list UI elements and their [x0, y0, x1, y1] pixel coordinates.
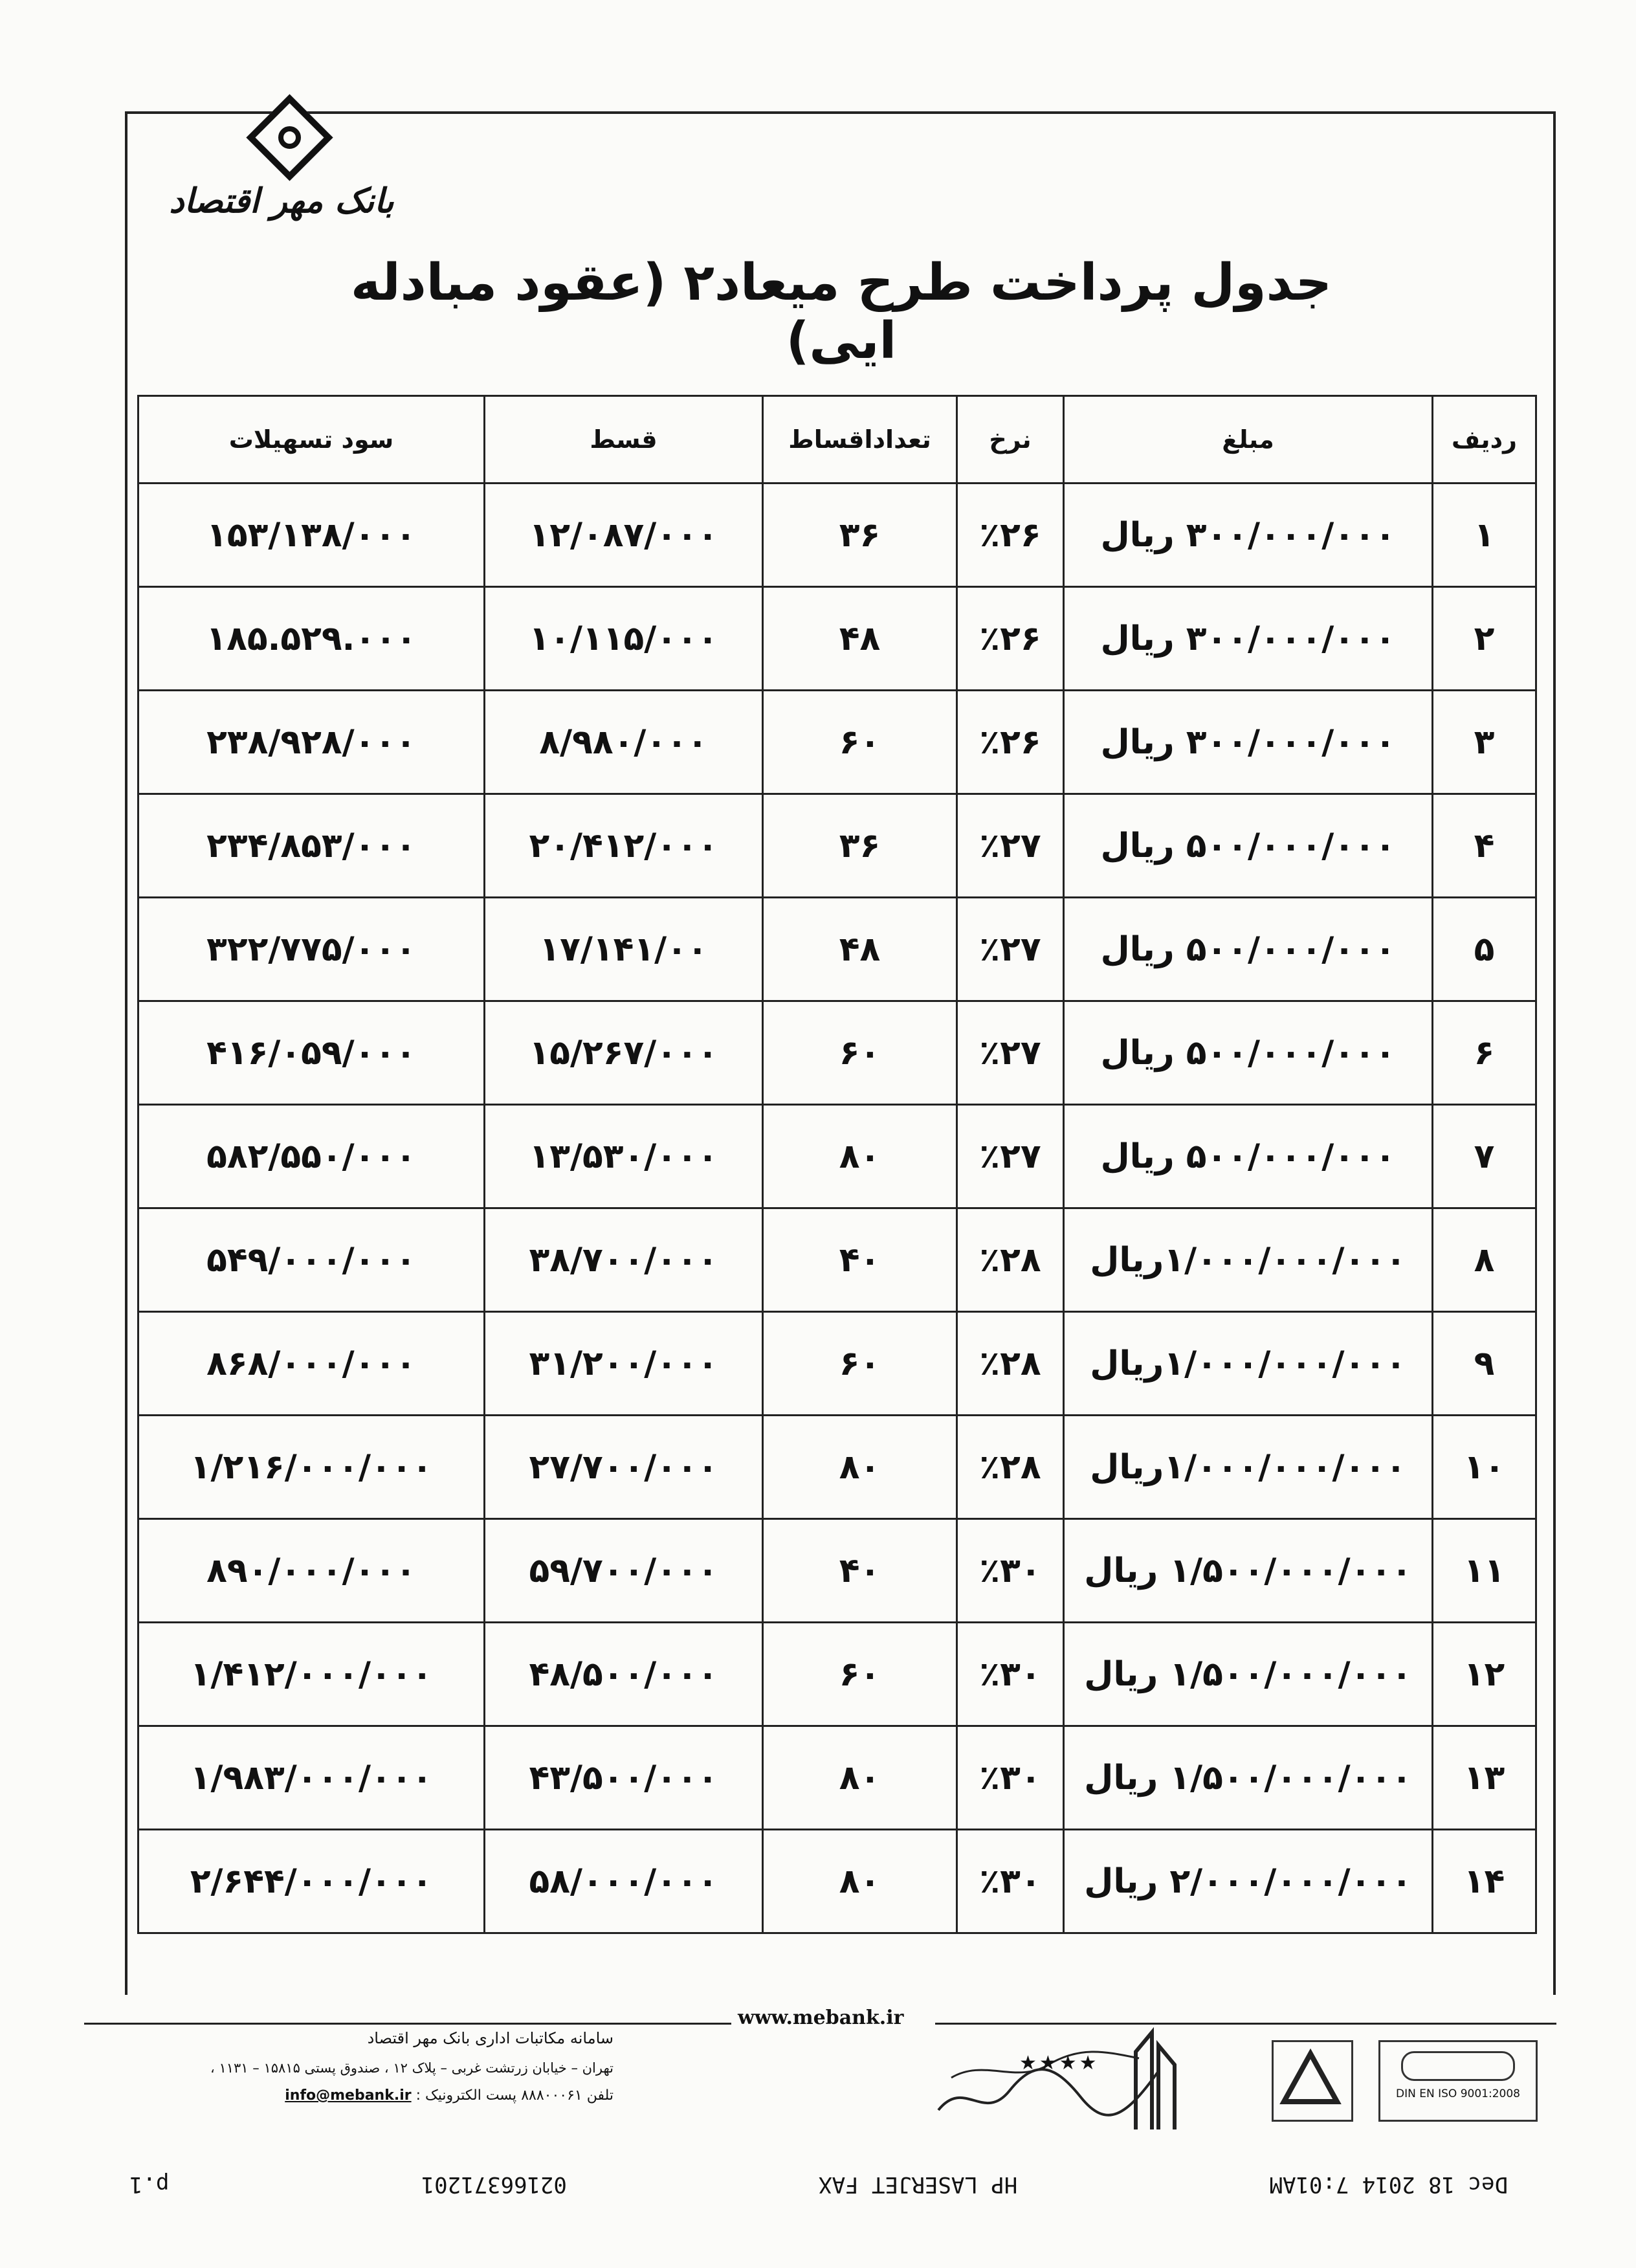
table-row [138, 1105, 1536, 1208]
column-header: تعداداقساط [763, 396, 957, 484]
rate-cell: ٪۲۸ [957, 1416, 1064, 1519]
installment-cell: ۱۷/۱۴۱/۰۰ [485, 898, 763, 1001]
row-number: ۱۲ [1433, 1623, 1536, 1726]
amount-cell: ۱/۵۰۰/۰۰۰/۰۰۰ ریال [1064, 1519, 1433, 1623]
rate-cell: ٪۲۷ [957, 1105, 1064, 1208]
profit-cell: ۲۳۴/۸۵۳/۰۰۰ [138, 794, 485, 898]
profit-cell: ۵۴۹/۰۰۰/۰۰۰ [138, 1208, 485, 1312]
installment-cell: ۵۸/۰۰۰/۰۰۰ [485, 1830, 763, 1933]
installment-count-cell: ۴۰ [763, 1519, 957, 1623]
profit-cell: ۸۶۸/۰۰۰/۰۰۰ [138, 1312, 485, 1416]
row-number: ۱۴ [1433, 1830, 1536, 1933]
email-link[interactable]: info@mebank.ir [285, 2087, 412, 2104]
rate-cell: ٪۲۶ [957, 484, 1064, 587]
email-label: پست الکترونیک : [415, 2087, 517, 2104]
table-row [138, 1416, 1536, 1519]
installment-count-cell: ۸۰ [763, 1416, 957, 1519]
amount-cell: ۱/۵۰۰/۰۰۰/۰۰۰ ریال [1064, 1726, 1433, 1830]
table-row [138, 898, 1536, 1001]
row-number: ۲ [1433, 587, 1536, 691]
installment-cell: ۸/۹۸۰/۰۰۰ [485, 691, 763, 794]
table-row [138, 1312, 1536, 1416]
profit-cell: ۲۳۸/۹۲۸/۰۰۰ [138, 691, 485, 794]
row-number: ۸ [1433, 1208, 1536, 1312]
column-header: سود تسهیلات [138, 396, 485, 484]
rate-cell: ٪۳۰ [957, 1623, 1064, 1726]
rate-cell: ٪۳۰ [957, 1519, 1064, 1623]
amount-cell: ۵۰۰/۰۰۰/۰۰۰ ریال [1064, 794, 1433, 898]
phone-label: تلفن ۸۸۸۰۰۰۶۱ [521, 2087, 614, 2104]
amount-cell: ۵۰۰/۰۰۰/۰۰۰ ریال [1064, 898, 1433, 1001]
installment-count-cell: ۶۰ [763, 1001, 957, 1105]
column-header: نرخ [957, 396, 1064, 484]
installment-cell: ۱۲/۰۸۷/۰۰۰ [485, 484, 763, 587]
row-number: ۵ [1433, 898, 1536, 1001]
certification-badge [1272, 2040, 1353, 2122]
table-row [138, 1623, 1536, 1726]
installment-count-cell: ۶۰ [763, 1312, 957, 1416]
rate-cell: ٪۲۶ [957, 587, 1064, 691]
table-header-row [138, 396, 1536, 484]
installment-cell: ۴۳/۵۰۰/۰۰۰ [485, 1726, 763, 1830]
table-row [138, 587, 1536, 691]
installment-count-cell: ۸۰ [763, 1830, 957, 1933]
installment-cell: ۲۰/۴۱۲/۰۰۰ [485, 794, 763, 898]
payment-table [137, 395, 1537, 1934]
fax-page: p.1 [129, 2172, 170, 2197]
row-number: ۴ [1433, 794, 1536, 898]
row-number: ۷ [1433, 1105, 1536, 1208]
rating-stars: ★★★★ [1019, 2052, 1100, 2074]
bank-logo [169, 100, 401, 269]
profit-cell: ۱۸۵.۵۲۹.۰۰۰ [138, 587, 485, 691]
table-row [138, 1208, 1536, 1312]
installment-count-cell: ۸۰ [763, 1105, 957, 1208]
amount-cell: ۳۰۰/۰۰۰/۰۰۰ ریال [1064, 484, 1433, 587]
column-header: ردیف [1433, 396, 1536, 484]
rate-cell: ٪۳۰ [957, 1830, 1064, 1933]
installment-count-cell: ۸۰ [763, 1726, 957, 1830]
profit-cell: ۴۱۶/۰۵۹/۰۰۰ [138, 1001, 485, 1105]
amount-cell: ۵۰۰/۰۰۰/۰۰۰ ریال [1064, 1001, 1433, 1105]
installment-count-cell: ۴۸ [763, 587, 957, 691]
table-row [138, 1001, 1536, 1105]
logo-diamond-icon [246, 94, 333, 181]
row-number: ۱ [1433, 484, 1536, 587]
installment-count-cell: ۴۸ [763, 898, 957, 1001]
rate-cell: ٪۳۰ [957, 1726, 1064, 1830]
installment-cell: ۳۱/۲۰۰/۰۰۰ [485, 1312, 763, 1416]
installment-cell: ۱۰/۱۱۵/۰۰۰ [485, 587, 763, 691]
installment-cell: ۳۸/۷۰۰/۰۰۰ [485, 1208, 763, 1312]
installment-cell: ۴۸/۵۰۰/۰۰۰ [485, 1623, 763, 1726]
installment-cell: ۱۳/۵۳۰/۰۰۰ [485, 1105, 763, 1208]
iso-seal-icon [1401, 2051, 1515, 2081]
address-title: سامانه مکاتبات اداری بانک مهر اقتصاد [367, 2029, 614, 2047]
postal-address: تهران – خیابان زرتشت غربی – پلاک ۱۲ ، صندوق پستی ۱۵۸۱۵ – ۱۱۳۱ ، [210, 2060, 614, 2076]
row-number: ۹ [1433, 1312, 1536, 1416]
profit-cell: ۱/۴۱۲/۰۰۰/۰۰۰ [138, 1623, 485, 1726]
amount-cell: ۳۰۰/۰۰۰/۰۰۰ ریال [1064, 587, 1433, 691]
installment-cell: ۲۷/۷۰۰/۰۰۰ [485, 1416, 763, 1519]
installment-count-cell: ۴۰ [763, 1208, 957, 1312]
amount-cell: ۳۰۰/۰۰۰/۰۰۰ ریال [1064, 691, 1433, 794]
amount-cell: ۱/۰۰۰/۰۰۰/۰۰۰ریال [1064, 1208, 1433, 1312]
amount-cell: ۱/۵۰۰/۰۰۰/۰۰۰ ریال [1064, 1623, 1433, 1726]
installment-count-cell: ۳۶ [763, 794, 957, 898]
row-number: ۶ [1433, 1001, 1536, 1105]
rate-cell: ٪۲۷ [957, 898, 1064, 1001]
installment-cell: ۱۵/۲۶۷/۰۰۰ [485, 1001, 763, 1105]
column-header: قسط [485, 396, 763, 484]
contact-line [285, 2087, 614, 2104]
logo-text: بانک مهر اقتصاد [169, 181, 394, 221]
fax-date: Dec 18 2014 7:01AM [1269, 2172, 1508, 2197]
building-logo-icon [1129, 2026, 1181, 2133]
profit-cell: ۸۹۰/۰۰۰/۰۰۰ [138, 1519, 485, 1623]
warning-triangle-icon [1274, 2042, 1347, 2116]
table-row [138, 484, 1536, 587]
row-number: ۱۱ [1433, 1519, 1536, 1623]
amount-cell: ۱/۰۰۰/۰۰۰/۰۰۰ریال [1064, 1312, 1433, 1416]
installment-count-cell: ۶۰ [763, 691, 957, 794]
rate-cell: ٪۲۷ [957, 794, 1064, 898]
iso-cert-text: DIN EN ISO 9001:2008 [1396, 2087, 1520, 2100]
column-header: مبلغ [1064, 396, 1433, 484]
fax-device: HP LASERJET FAX [819, 2172, 1018, 2197]
iso-certification-badge [1378, 2040, 1538, 2122]
profit-cell: ۱/۹۸۳/۰۰۰/۰۰۰ [138, 1726, 485, 1830]
amount-cell: ۱/۰۰۰/۰۰۰/۰۰۰ریال [1064, 1416, 1433, 1519]
table-row [138, 1830, 1536, 1933]
page-title: جدول پرداخت طرح میعاد۲ (عقود مبادله ایی) [351, 254, 1332, 370]
amount-cell: ۵۰۰/۰۰۰/۰۰۰ ریال [1064, 1105, 1433, 1208]
profit-cell: ۱۵۳/۱۳۸/۰۰۰ [138, 484, 485, 587]
footer-rule-left [84, 2023, 731, 2025]
fax-header-line [129, 2165, 1508, 2197]
footer-rule-right [935, 2023, 1556, 2025]
rate-cell: ٪۲۶ [957, 691, 1064, 794]
table-row [138, 691, 1536, 794]
row-number: ۳ [1433, 691, 1536, 794]
installment-cell: ۵۹/۷۰۰/۰۰۰ [485, 1519, 763, 1623]
row-number: ۱۳ [1433, 1726, 1536, 1830]
amount-cell: ۲/۰۰۰/۰۰۰/۰۰۰ ریال [1064, 1830, 1433, 1933]
profit-cell: ۱/۲۱۶/۰۰۰/۰۰۰ [138, 1416, 485, 1519]
installment-count-cell: ۶۰ [763, 1623, 957, 1726]
rate-cell: ٪۲۸ [957, 1312, 1064, 1416]
table-row [138, 1726, 1536, 1830]
rate-cell: ٪۲۸ [957, 1208, 1064, 1312]
row-number: ۱۰ [1433, 1416, 1536, 1519]
table-row [138, 794, 1536, 898]
profit-cell: ۵۸۲/۵۵۰/۰۰۰ [138, 1105, 485, 1208]
installment-count-cell: ۳۶ [763, 484, 957, 587]
table-row [138, 1519, 1536, 1623]
profit-cell: ۲/۶۴۴/۰۰۰/۰۰۰ [138, 1830, 485, 1933]
logo-circle-icon [274, 122, 305, 153]
profit-cell: ۳۲۲/۷۷۵/۰۰۰ [138, 898, 485, 1001]
website-link[interactable]: www.mebank.ir [738, 2007, 904, 2029]
fax-number: 02166371201 [421, 2172, 567, 2197]
rate-cell: ٪۲۷ [957, 1001, 1064, 1105]
